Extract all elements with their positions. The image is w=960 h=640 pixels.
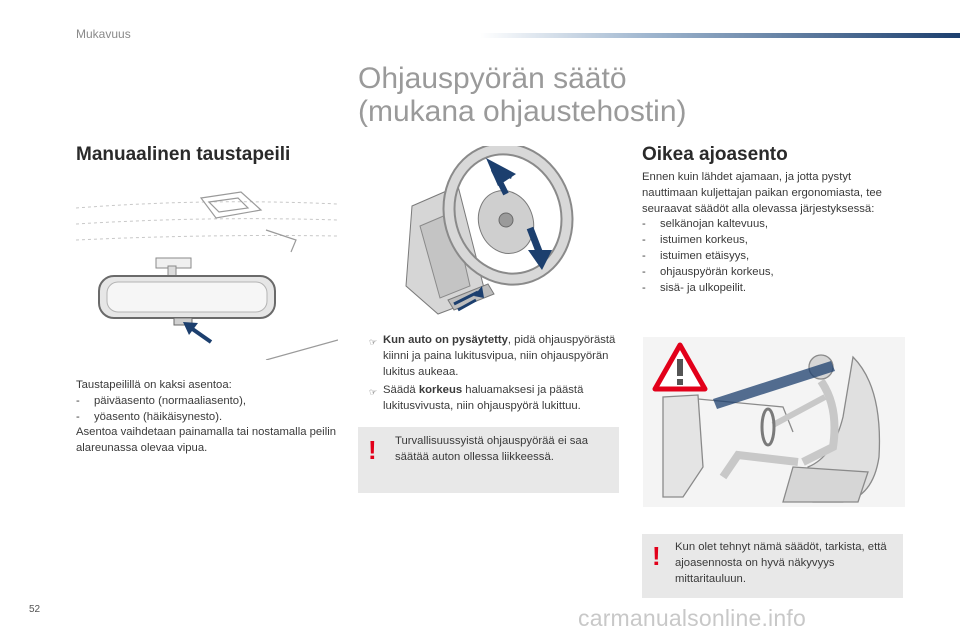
driving-step-5: sisä- ja ulkopeilit.	[660, 281, 747, 294]
page-number: 52	[29, 604, 41, 615]
steering-warning-box	[358, 427, 619, 493]
mirror-heading: Manuaalinen taustapeili	[76, 144, 291, 165]
step1-emphasis: Kun auto on pysäytetty	[383, 334, 508, 346]
list-item: - istuimen korkeus,	[642, 233, 904, 249]
step2-prefix: Säädä	[383, 384, 419, 397]
pointer-icon: ☞	[369, 337, 378, 347]
page-title	[358, 62, 687, 128]
list-item: - istuimen etäisyys,	[642, 249, 904, 265]
driving-step-2: istuimen korkeus,	[660, 234, 748, 247]
mirror-position-1: päiväasento (normaaliasento),	[94, 394, 246, 407]
step1-text: , pidä ohjauspyörästä kiinni ja paina lukitusvipua, niin ohjauspyörän lukitus aukeaa.	[383, 334, 616, 378]
driving-step-1: selkänojan kaltevuus,	[660, 218, 769, 231]
list-item	[369, 333, 619, 380]
push-arrow-icon	[183, 322, 211, 342]
list-item: - selkänojan kaltevuus,	[642, 217, 904, 233]
page-title-line-2: (mukana ohjaustehostin)	[358, 95, 687, 128]
driving-step-3: istuimen etäisyys,	[660, 249, 750, 262]
driving-position-heading: Oikea ajoasento	[642, 144, 788, 165]
driving-warning-box	[642, 534, 903, 598]
steering-warning-text: Turvallisuussyistä ohjauspyörää ei saa säätää auton ollessa liikkeessä.	[395, 435, 588, 463]
pointer-icon: ☞	[369, 387, 378, 398]
mirror-closing: Asentoa vaihdetaan painamalla tai nostamalla peilin alareunassa olevaa vipua.	[76, 426, 336, 455]
list-item	[369, 383, 619, 415]
rear-view-mirror-illustration	[76, 190, 338, 360]
driving-warning-text: Kun olet tehnyt nämä säädöt, tarkista, että ajoasennosta on hyvä näkyvyys mittaritauluun.	[675, 541, 887, 585]
warning-icon: !	[652, 541, 661, 571]
driving-intro: Ennen kuin lähdet ajamaan, ja jotta pystyt nauttimaan kuljettajan paikan ergonomiasta, tee seuraavat säädöt alla olevassa järjestyksessä:	[642, 171, 882, 215]
steering-instructions	[369, 333, 619, 418]
list-item: - sisä- ja ulkopeilit.	[642, 281, 904, 297]
driving-position-illustration	[643, 337, 905, 507]
header-accent-bar	[480, 33, 960, 38]
step2-emphasis: korkeus	[418, 384, 463, 397]
section-label: Mukavuus	[76, 27, 131, 41]
list-item: - ohjauspyörän korkeus,	[642, 265, 904, 281]
page-title-line-1: Ohjauspyörän säätö	[358, 62, 627, 95]
up-arrow-icon	[486, 158, 516, 194]
mirror-intro: Taustapeilillä on kaksi asentoa:	[76, 379, 232, 391]
mirror-description	[76, 378, 342, 457]
watermark: carmanualsonline.info	[578, 605, 806, 631]
mirror-position-2: yöasento (häikäisynesto).	[94, 410, 223, 423]
list-item: - yöasento (häikäisynesto).	[76, 410, 342, 426]
warning-icon: !	[368, 435, 377, 465]
step2-text: haluamaksesi ja päästä lukitusvivusta, niin ohjauspyörä lukittuu.	[383, 384, 584, 413]
driving-position-description	[642, 170, 904, 296]
brand-emblem-icon	[499, 213, 513, 227]
list-item: - päiväasento (normaaliasento),	[76, 394, 342, 410]
driving-step-4: ohjauspyörän korkeus,	[660, 265, 774, 278]
steering-wheel-illustration	[398, 146, 588, 318]
